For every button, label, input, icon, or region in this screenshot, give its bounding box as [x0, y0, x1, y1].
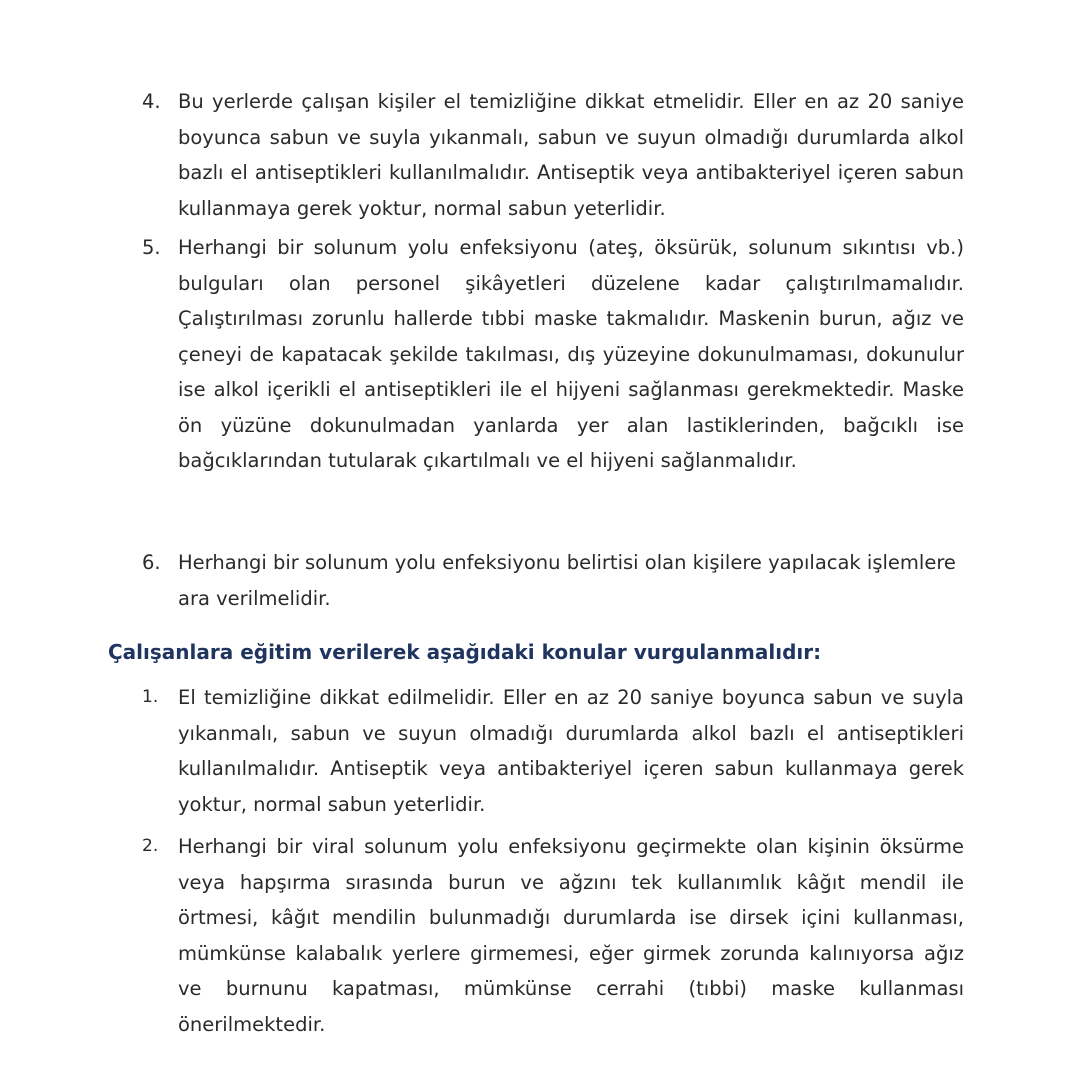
list-text: Bu yerlerde çalışan kişiler el temizliğine dikkat etmelidir. Eller en az 20 saniye boyunca sabun ve suyla yıkanmalı, sabun ve suyun olmadığı durumlarda alkol bazlı el antiseptikleri kullanılmalıdır. Antiseptik veya antibakteriyel içeren sabun kullanmaya gerek yoktur, normal sabun yeterlidir. — [178, 90, 964, 220]
list-item-1 — [142, 680, 964, 822]
list-text: El temizliğine dikkat edilmelidir. Eller en az 20 saniye boyunca sabun ve suyla yıkanmalı, sabun ve suyun olmadığı durumlarda alkol bazlı el antiseptikleri kullanılmalıdır. Antiseptik veya antibakteriyel içeren sabun kullanmaya gerek yoktur, normal sabun yeterlidir. — [178, 686, 964, 816]
list-number: 5. — [142, 236, 161, 259]
list-text: Herhangi bir viral solunum yolu enfeksiyonu geçirmekte olan kişinin öksürme veya hapşırma sırasında burun ve ağzını tek kullanımlık kâğıt mendil ile örtmesi, kâğıt mendilin bulunmadığı durumlarda ise dirsek içini kullanması, mümkünse kalabalık yerlere girmemesi, eğer girmek zorunda kalınıyorsa ağız ve burnunu kapatması, mümkünse cerrahi (tıbbi) maske kullanması önerilmektedir. — [178, 835, 964, 1036]
list-text: Herhangi bir solunum yolu enfeksiyonu belirtisi olan kişilere yapılacak işlemlere ara verilmelidir. — [178, 551, 956, 610]
list-item-4 — [142, 84, 964, 226]
list-text: Herhangi bir solunum yolu enfeksiyonu (ateş, öksürük, solunum sıkıntısı vb.) bulguları olan personel şikâyetleri düzelene kadar çalıştırılmamalıdır. Çalıştırılması zorunlu hallerde tıbbi maske takmalıdır. Maskenin burun, ağız ve çeneyi de kapatacak şekilde takılması, dış yüzeyine dokunulmaması, dokunulur ise alkol içerikli el antiseptikleri ile el hijyeni sağlanması gerekmektedir. Maske ön yüzüne dokunulmadan yanlarda yer alan lastiklerinden, bağcıklı ise bağcıklarından tutularak çıkartılmalı ve el hijyeni sağlanmalıdır. — [178, 236, 964, 472]
list-number: 2. — [142, 836, 159, 856]
list-number: 4. — [142, 90, 161, 113]
section-heading: Çalışanlara eğitim verilerek aşağıdaki konular vurgulanmalıdır: — [108, 640, 822, 664]
list-item-5 — [142, 230, 964, 479]
list-number: 1. — [142, 687, 159, 707]
list-number: 6. — [142, 551, 161, 574]
list-item-2 — [142, 829, 964, 1042]
list-item-6 — [142, 545, 964, 616]
